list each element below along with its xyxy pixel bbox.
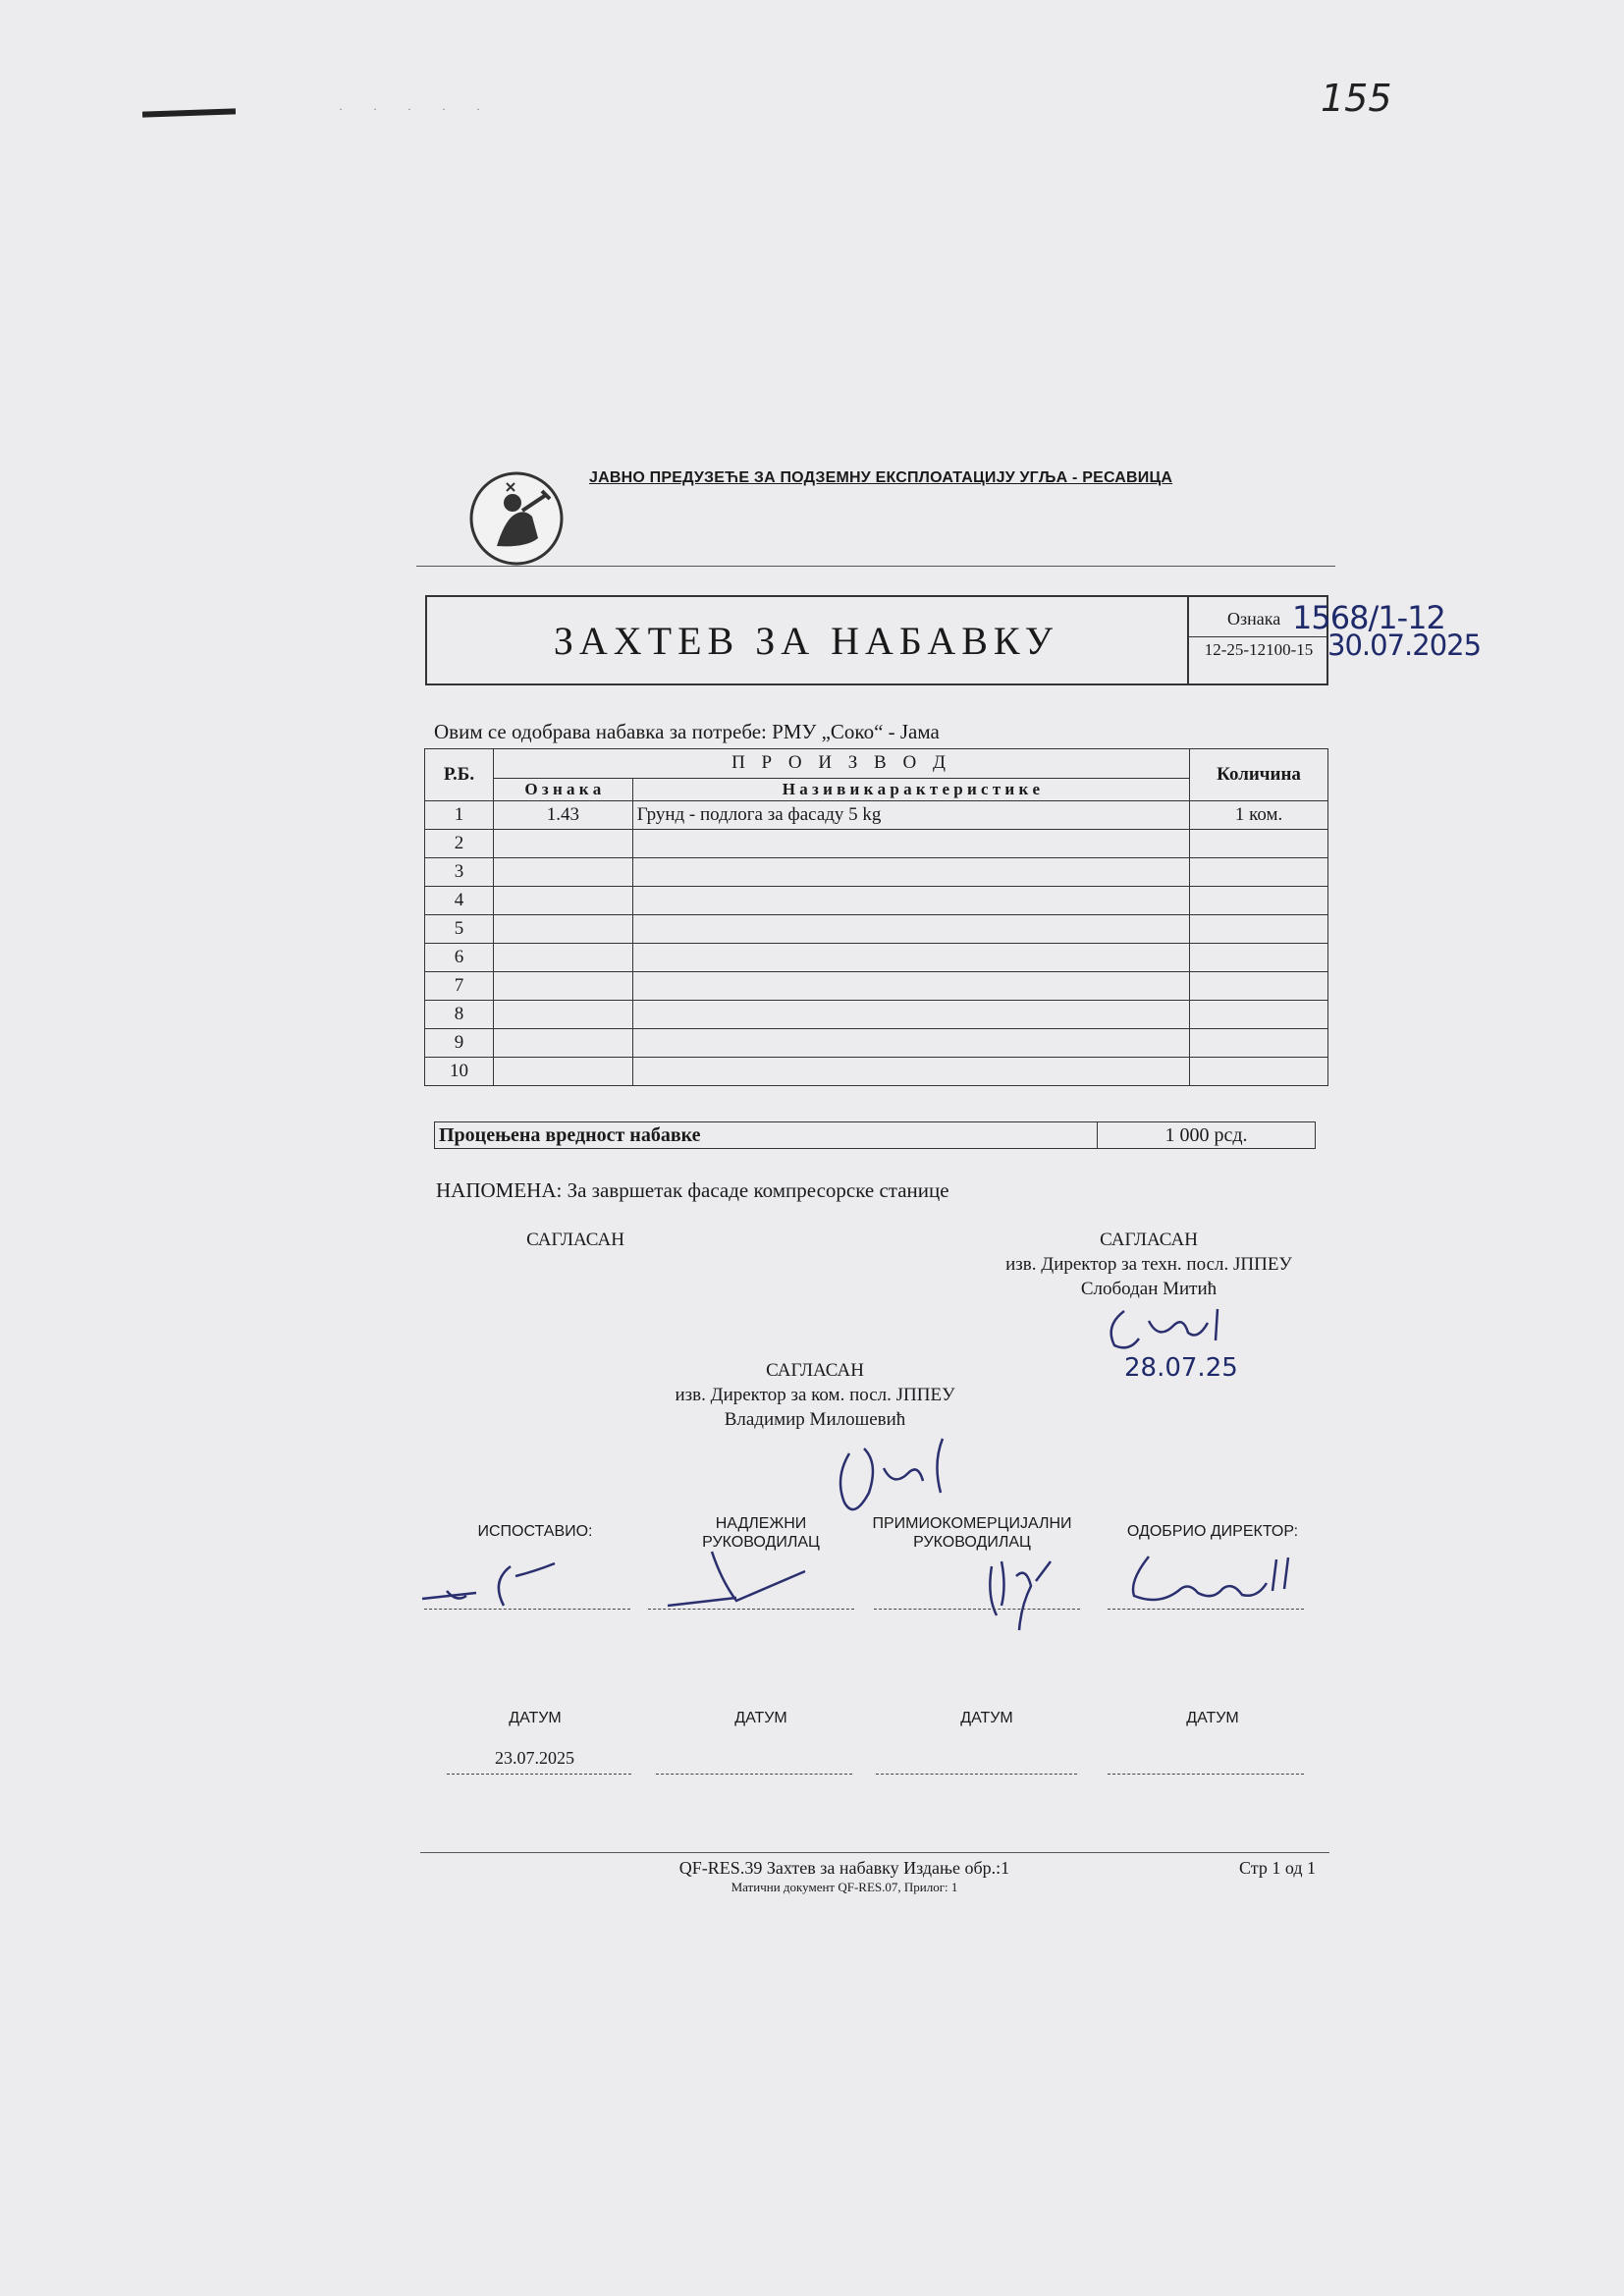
table-row — [425, 887, 1328, 915]
estimate-row — [434, 1121, 1316, 1149]
approval-left-label: САГЛАСАН — [526, 1230, 624, 1250]
handwritten-reference: 1568/1-12 — [1292, 599, 1445, 636]
date-line-1 — [447, 1774, 631, 1775]
row-code — [493, 972, 632, 1001]
organization-name: ЈАВНО ПРЕДУЗЕЋЕ ЗА ПОДЗЕМНУ ЕКСПЛОАТАЦИЈУ УГЉА - РЕСАВИЦА — [589, 469, 1173, 486]
signature-director — [1119, 1552, 1306, 1611]
col-header-name: Н а з и в и к а р а к т е р и с т и к е — [632, 778, 1189, 800]
row-name — [632, 858, 1189, 887]
sig-issued-label: ИСПОСТАВИО: — [477, 1523, 593, 1540]
row-name — [632, 1058, 1189, 1086]
date-label-3: ДАТУМ — [960, 1710, 1013, 1726]
handwritten-page-number: 155 — [1321, 77, 1392, 120]
row-quantity — [1190, 1058, 1328, 1086]
row-quantity — [1190, 887, 1328, 915]
row-code: 1.43 — [493, 801, 632, 830]
row-code — [493, 830, 632, 858]
form-code: 12-25-12100-15 — [1204, 640, 1314, 659]
header-divider — [416, 566, 1335, 567]
table-row — [425, 972, 1328, 1001]
row-quantity — [1190, 972, 1328, 1001]
table-row — [425, 944, 1328, 972]
miner-logo-icon — [467, 469, 566, 568]
row-code — [493, 1029, 632, 1058]
row-name — [632, 1001, 1189, 1029]
date-label-2: ДАТУМ — [734, 1710, 787, 1726]
estimate-value: 1 000 рсд. — [1164, 1124, 1248, 1146]
row-code — [493, 1058, 632, 1086]
col-header-quantity: Количина — [1190, 749, 1328, 801]
row-code — [493, 887, 632, 915]
col-header-product: П Р О И З В О Д — [493, 749, 1189, 779]
col-header-code: О з н а к а — [493, 778, 632, 800]
sig-line-manager — [648, 1609, 854, 1610]
scan-mark — [142, 108, 236, 117]
row-name — [632, 944, 1189, 972]
row-quantity — [1190, 915, 1328, 944]
table-row — [425, 801, 1328, 830]
footer-divider — [420, 1852, 1329, 1853]
signature-commercial — [825, 1434, 982, 1527]
col-header-rb: Р.Б. — [425, 749, 494, 801]
date-line-3 — [876, 1774, 1077, 1775]
row-name: Грунд - подлога за фасаду 5 kg — [632, 801, 1189, 830]
document-title: ЗАХТЕВ ЗА НАБАВКУ — [425, 595, 1189, 685]
row-number: 7 — [425, 972, 494, 1001]
row-number: 2 — [425, 830, 494, 858]
row-number: 4 — [425, 887, 494, 915]
footer-form-code: QF-RES.39 Захтев за набавку Издање обр.:1 — [678, 1858, 1010, 1878]
row-code — [493, 915, 632, 944]
footer-master-document: Матични документ QF-RES.07, Прилог: 1 — [731, 1880, 958, 1894]
approval-commercial — [609, 1358, 1021, 1432]
table-row — [425, 1058, 1328, 1086]
approval-technical-person: Слободан Митић — [1080, 1279, 1218, 1299]
date-line-2 — [656, 1774, 852, 1775]
row-number: 1 — [425, 801, 494, 830]
row-quantity — [1190, 944, 1328, 972]
row-number: 3 — [425, 858, 494, 887]
signature-commercial-manager — [972, 1547, 1080, 1635]
sig-line-issued — [424, 1609, 630, 1610]
oznaka-divider — [1189, 636, 1328, 637]
row-quantity — [1190, 858, 1328, 887]
row-code — [493, 1001, 632, 1029]
handwritten-date: 30.07.2025 — [1327, 629, 1482, 662]
sig-manager-label: НАДЛЕЖНИ РУКОВОДИЛАЦ — [702, 1515, 820, 1551]
row-name — [632, 915, 1189, 944]
date-value-1: 23.07.2025 — [495, 1748, 574, 1768]
row-name — [632, 830, 1189, 858]
oznaka-label: Ознака — [1227, 609, 1281, 629]
row-quantity — [1190, 830, 1328, 858]
products-table — [424, 748, 1328, 1086]
row-quantity — [1190, 1029, 1328, 1058]
approval-technical-label: САГЛАСАН — [1100, 1230, 1198, 1250]
note: НАПОМЕНА: За завршетак фасаде компресорске станице — [436, 1178, 949, 1202]
row-name — [632, 972, 1189, 1001]
scan-specks: · · · · · — [339, 102, 494, 116]
table-row — [425, 915, 1328, 944]
row-code — [493, 944, 632, 972]
signature-manager — [648, 1547, 815, 1615]
signature-technical — [1100, 1301, 1247, 1360]
footer-page-number: Стр 1 од 1 — [1239, 1858, 1316, 1878]
approval-technical-role: изв. Директор за техн. посл. ЈППЕУ — [1005, 1254, 1292, 1275]
date-label-4: ДАТУМ — [1186, 1710, 1239, 1726]
row-name — [632, 887, 1189, 915]
estimate-label: Процењена вредност набавке — [435, 1122, 1098, 1148]
sig-line-commercial — [874, 1609, 1080, 1610]
sig-line-director — [1108, 1609, 1304, 1610]
sig-director-label: ОДОБРИО ДИРЕКТОР: — [1126, 1523, 1299, 1540]
row-quantity — [1190, 1001, 1328, 1029]
table-row — [425, 1001, 1328, 1029]
row-number: 6 — [425, 944, 494, 972]
date-label-1: ДАТУМ — [509, 1710, 562, 1726]
row-number: 8 — [425, 1001, 494, 1029]
approval-commercial-label: САГЛАСАН — [766, 1360, 864, 1381]
approval-commercial-person: Владимир Милошевић — [724, 1409, 906, 1430]
approval-commercial-role: изв. Директор за ком. посл. ЈППЕУ — [675, 1385, 955, 1405]
row-number: 5 — [425, 915, 494, 944]
table-row — [425, 830, 1328, 858]
approval-statement: Овим се одобрава набавка за потребе: РМУ „Соко“ - Јама — [434, 720, 940, 743]
signature-issued — [417, 1552, 594, 1611]
date-line-4 — [1108, 1774, 1304, 1775]
table-row — [425, 1029, 1328, 1058]
row-number: 10 — [425, 1058, 494, 1086]
sig-commercial-label: ПРИМИОКОМЕРЦИЈАЛНИ РУКОВОДИЛАЦ — [872, 1515, 1072, 1551]
technical-approval-hand-date: 28.07.25 — [1124, 1353, 1238, 1383]
row-number: 9 — [425, 1029, 494, 1058]
row-quantity: 1 ком. — [1190, 801, 1328, 830]
table-row — [425, 858, 1328, 887]
approval-technical — [893, 1228, 1404, 1301]
row-code — [493, 858, 632, 887]
row-name — [632, 1029, 1189, 1058]
